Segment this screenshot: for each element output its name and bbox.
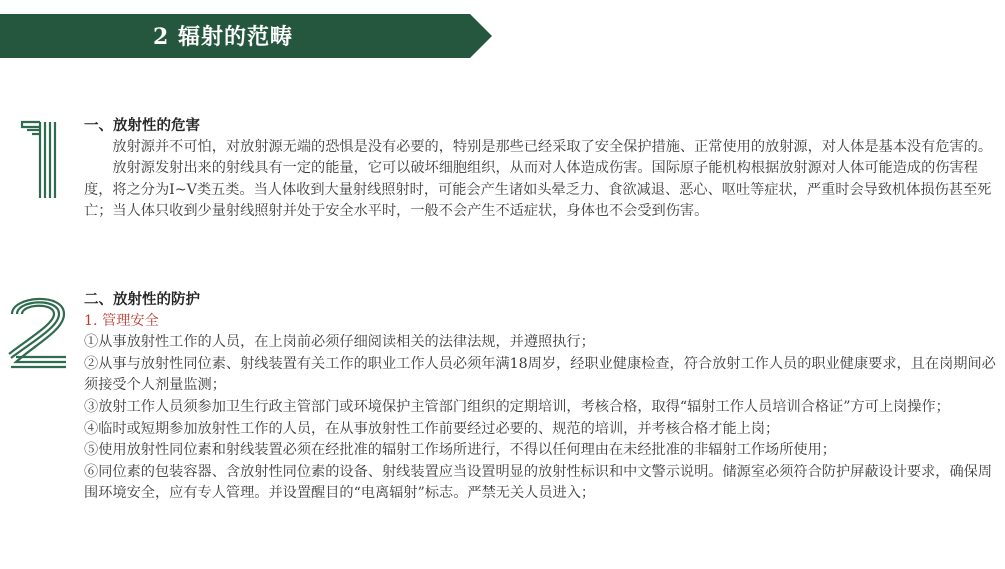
paragraph: 放射源并不可怕，对放射源无端的恐惧是没有必要的，特别是那些已经采取了安全保护措施、正常使用的放射源，对人体是基本没有危害的。 xyxy=(112,138,993,155)
sub-heading: 1. 管理安全 xyxy=(84,312,159,329)
list-item: ③放射工作人员须参加卫生行政主管部门或环境保护主管部门组织的定期培训，考核合格，取得“辐射工作人员培训合格证”方可上岗操作； xyxy=(84,398,950,415)
paragraph: 放射源发射出来的射线具有一定的能量，它可以破坏细胞组织，从而对人体造成伤害。国际原子能机构根据放射源对人体可能造成的伤害程度，将之分为I~V类五类。当人体收到大量射线照射时，可能会产生诸如头晕乏力、食欲减退、恶心、呕吐等症状，严重时会导致机体损伤甚至死亡；当人体只收到少量射线照射并处于安全水平时，一般不会产生不适症状，身体也不会受到伤害。 xyxy=(84,160,992,220)
title-banner xyxy=(0,14,492,58)
section-number-1-graphic xyxy=(6,116,66,206)
list-item: ①从事放射性工作的人员，在上岗前必须仔细阅读相关的法律法规，并遵照执行； xyxy=(84,334,595,351)
list-item: ②从事与放射性同位素、射线装置有关工作的职业工作人员必须年满18周岁，经职业健康检查，符合放射工作人员的职业健康要求，且在岗期间必须接受个人剂量监测； xyxy=(84,355,996,394)
section-heading: 一、放射性的危害 xyxy=(84,117,200,134)
list-item: ⑥同位素的包装容器、含放射性同位素的设备、射线装置应当设置明显的放射性标识和中文警示说明。储源室必须符合防护屏蔽设计要求，确保周围环境安全，应有专人管理。并设置醒目的“电离辐射”标志。严禁无关人员进入； xyxy=(84,463,993,502)
list-item: ④临时或短期参加放射性工作的人员，在从事放射性工作前要经过必要的、规范的培训，并考核合格才能上岗； xyxy=(84,420,780,437)
section-hazards xyxy=(84,115,996,223)
list-item: ⑤使用放射性同位素和射线装置必须在经批准的辐射工作场所进行，不得以任何理由在未经批准的非辐射工作场所使用； xyxy=(84,442,836,459)
section-heading: 二、放射性的防护 xyxy=(84,291,200,308)
page-title: 2 辐射的范畴 xyxy=(153,24,293,50)
section-protection xyxy=(84,289,996,505)
section-number-2-graphic xyxy=(6,290,70,374)
